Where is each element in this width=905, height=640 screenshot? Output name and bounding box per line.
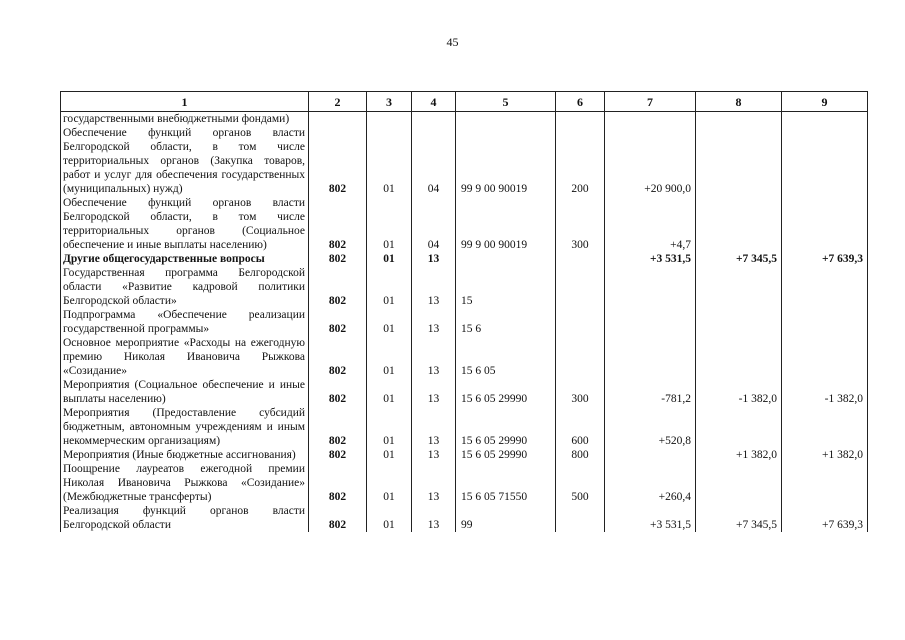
row-target: 99 9 00 90019: [456, 126, 556, 196]
row-value-7: +20 900,0: [605, 126, 696, 196]
row-name: Обеспечение функций органов власти Белгородской области, в том числе территориальных органов (Социальное обеспечение и иные выплаты населению): [61, 196, 309, 252]
row-subsection: 13: [412, 448, 456, 462]
row-name: Государственная программа Белгородской области «Развитие кадровой политики Белгородской области»: [61, 266, 309, 308]
row-section: 01: [367, 504, 412, 532]
table-row: [61, 448, 868, 462]
row-code: 802: [309, 126, 367, 196]
table-row: [61, 126, 868, 196]
row-target: [456, 112, 556, 127]
row-name: Реализация функций органов власти Белгородской области: [61, 504, 309, 532]
row-value-7: [605, 448, 696, 462]
row-value-8: +1 382,0: [696, 448, 782, 462]
column-header: 9: [782, 92, 868, 112]
row-value-8: [696, 196, 782, 252]
table-row: [61, 336, 868, 378]
row-subsection: 13: [412, 406, 456, 448]
row-target: 15 6: [456, 308, 556, 336]
row-section: 01: [367, 406, 412, 448]
row-code: 802: [309, 266, 367, 308]
row-subsection: 13: [412, 336, 456, 378]
row-target: 15 6 05 71550: [456, 462, 556, 504]
row-subsection: 13: [412, 266, 456, 308]
row-value-7: [605, 112, 696, 127]
row-expense: [556, 336, 605, 378]
row-section: 01: [367, 462, 412, 504]
row-subsection: 13: [412, 252, 456, 266]
row-value-8: [696, 308, 782, 336]
row-expense: 300: [556, 378, 605, 406]
row-value-7: -781,2: [605, 378, 696, 406]
row-value-8: +7 345,5: [696, 504, 782, 532]
row-expense: [556, 252, 605, 266]
row-target: 15: [456, 266, 556, 308]
row-name: Мероприятия (Социальное обеспечение и иные выплаты населению): [61, 378, 309, 406]
row-subsection: 13: [412, 504, 456, 532]
row-section: 01: [367, 252, 412, 266]
row-value-9: [782, 196, 868, 252]
column-header: 7: [605, 92, 696, 112]
row-value-8: [696, 126, 782, 196]
row-expense: 800: [556, 448, 605, 462]
row-expense: 200: [556, 126, 605, 196]
row-value-8: +7 345,5: [696, 252, 782, 266]
table-row: [61, 196, 868, 252]
row-expense: 500: [556, 462, 605, 504]
row-code: 802: [309, 308, 367, 336]
table-row: [61, 504, 868, 532]
row-subsection: 13: [412, 378, 456, 406]
table-row: [61, 112, 868, 127]
row-value-9: +1 382,0: [782, 448, 868, 462]
row-section: 01: [367, 126, 412, 196]
row-name: Обеспечение функций органов власти Белгородской области, в том числе территориальных органов (Закупка товаров, работ и услуг для обеспечения государственных (муниципальных) нужд): [61, 126, 309, 196]
row-code: 802: [309, 448, 367, 462]
row-section: [367, 112, 412, 127]
row-name: государственными внебюджетными фондами): [61, 112, 309, 127]
row-section: 01: [367, 378, 412, 406]
page-number: 45: [446, 35, 459, 49]
row-value-9: [782, 112, 868, 127]
row-subsection: 13: [412, 308, 456, 336]
row-code: 802: [309, 252, 367, 266]
table-row: [61, 252, 868, 266]
row-value-8: [696, 112, 782, 127]
row-section: 01: [367, 196, 412, 252]
column-header: 6: [556, 92, 605, 112]
row-section: 01: [367, 308, 412, 336]
row-target: 15 6 05 29990: [456, 378, 556, 406]
row-value-7: [605, 336, 696, 378]
table-row: [61, 406, 868, 448]
column-header: 1: [61, 92, 309, 112]
row-code: 802: [309, 504, 367, 532]
row-value-9: +7 639,3: [782, 504, 868, 532]
row-name: Другие общегосударственные вопросы: [61, 252, 309, 266]
row-value-8: [696, 406, 782, 448]
row-expense: [556, 112, 605, 127]
row-value-8: [696, 266, 782, 308]
row-value-8: [696, 336, 782, 378]
row-value-7: [605, 266, 696, 308]
column-header: 5: [456, 92, 556, 112]
row-expense: [556, 266, 605, 308]
row-value-8: -1 382,0: [696, 378, 782, 406]
row-target: 15 6 05 29990: [456, 406, 556, 448]
row-name: Поощрение лауреатов ежегодной премии Николая Ивановича Рыжкова «Созидание» (Межбюджетные трансферты): [61, 462, 309, 504]
row-target: 15 6 05 29990: [456, 448, 556, 462]
row-code: [309, 112, 367, 127]
row-value-9: [782, 336, 868, 378]
row-expense: 600: [556, 406, 605, 448]
row-name: Мероприятия (Иные бюджетные ассигнования): [61, 448, 309, 462]
table-row: [61, 378, 868, 406]
row-name: Мероприятия (Предоставление субсидий бюджетным, автономным учреждениям и иным некоммерческим организациям): [61, 406, 309, 448]
column-header: 4: [412, 92, 456, 112]
row-value-7: [605, 308, 696, 336]
row-value-9: -1 382,0: [782, 378, 868, 406]
row-target: 99: [456, 504, 556, 532]
row-expense: 300: [556, 196, 605, 252]
row-value-7: +3 531,5: [605, 504, 696, 532]
row-expense: [556, 308, 605, 336]
row-target: [456, 252, 556, 266]
row-subsection: 04: [412, 126, 456, 196]
row-name: Подпрограмма «Обеспечение реализации государственной программы»: [61, 308, 309, 336]
column-header: 3: [367, 92, 412, 112]
row-section: 01: [367, 266, 412, 308]
row-value-9: +7 639,3: [782, 252, 868, 266]
row-code: 802: [309, 196, 367, 252]
row-value-9: [782, 406, 868, 448]
row-expense: [556, 504, 605, 532]
row-subsection: [412, 112, 456, 127]
column-header: 2: [309, 92, 367, 112]
row-value-7: +3 531,5: [605, 252, 696, 266]
row-section: 01: [367, 448, 412, 462]
row-code: 802: [309, 406, 367, 448]
row-value-9: [782, 126, 868, 196]
column-header: 8: [696, 92, 782, 112]
row-value-9: [782, 308, 868, 336]
row-target: 99 9 00 90019: [456, 196, 556, 252]
row-target: 15 6 05: [456, 336, 556, 378]
budget-table: [60, 91, 868, 532]
row-value-7: +520,8: [605, 406, 696, 448]
row-code: 802: [309, 462, 367, 504]
row-subsection: 13: [412, 462, 456, 504]
row-subsection: 04: [412, 196, 456, 252]
table-row: [61, 462, 868, 504]
row-name: Основное мероприятие «Расходы на ежегодную премию Николая Ивановича Рыжкова «Созидание»: [61, 336, 309, 378]
row-value-9: [782, 462, 868, 504]
row-value-7: +260,4: [605, 462, 696, 504]
row-value-9: [782, 266, 868, 308]
row-value-8: [696, 462, 782, 504]
table-row: [61, 308, 868, 336]
table-row: [61, 266, 868, 308]
row-code: 802: [309, 336, 367, 378]
row-value-7: +4,7: [605, 196, 696, 252]
header-row: [61, 92, 868, 112]
row-section: 01: [367, 336, 412, 378]
row-code: 802: [309, 378, 367, 406]
